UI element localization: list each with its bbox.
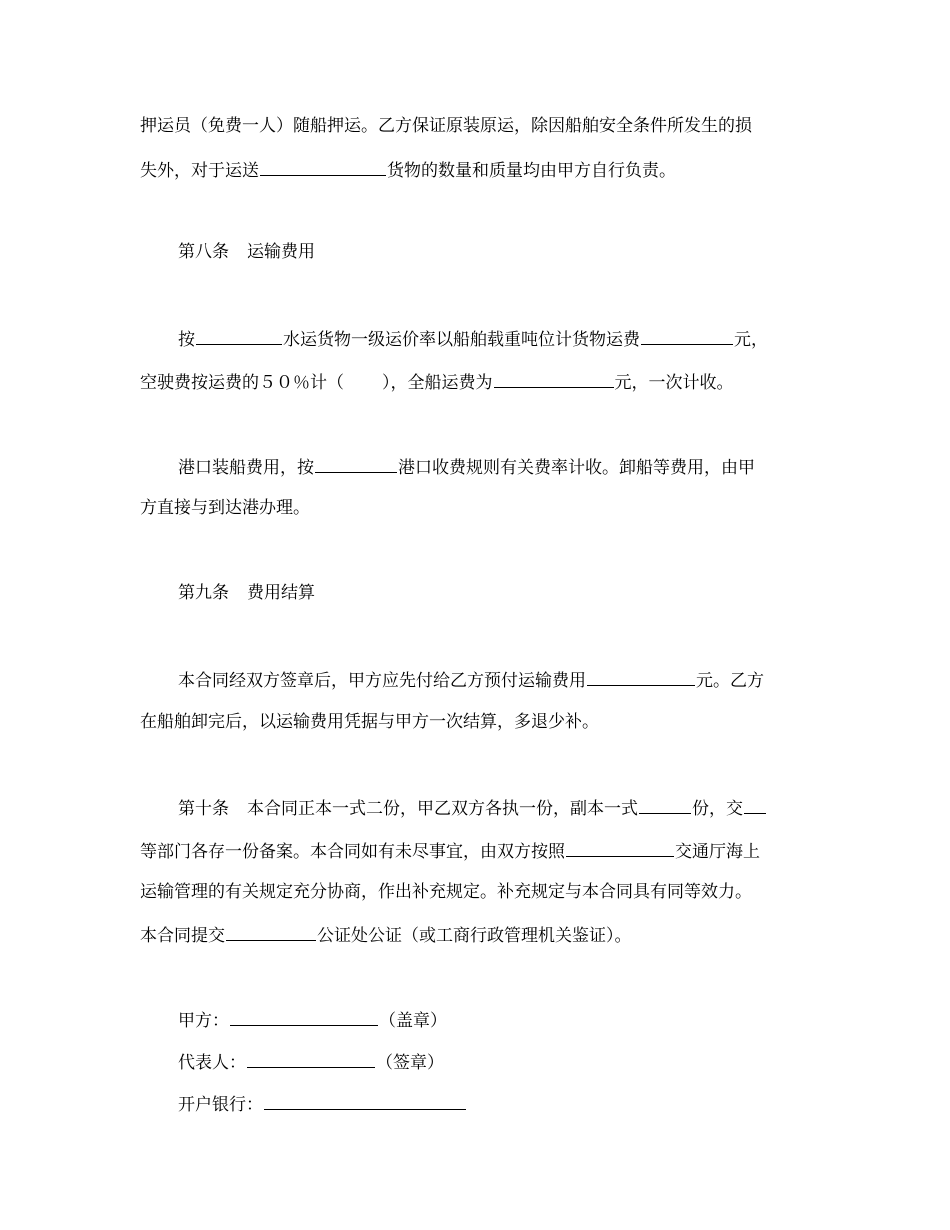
article-8-heading: [178, 241, 315, 263]
seal-note: （盖章）: [379, 1011, 447, 1031]
text: 本合同正本一式二份，甲乙双方各执一份，副本一式: [247, 799, 638, 819]
article-number: 第九条: [178, 583, 229, 603]
paragraph-escort-line-2: [140, 158, 676, 182]
port-rule-blank[interactable]: [315, 455, 397, 473]
paragraph-port-line-1: [178, 455, 755, 479]
party-a-blank[interactable]: [230, 1008, 378, 1026]
bank-blank[interactable]: [264, 1092, 466, 1110]
representative-label: 代表人：: [178, 1053, 246, 1073]
prepayment-blank[interactable]: [587, 668, 695, 686]
text: 元。乙方: [696, 671, 764, 691]
article-title: 费用结算: [247, 583, 315, 603]
text: 在船舶卸完后，以运输费用凭据与甲方一次结算，多退少补。: [140, 712, 599, 732]
text: 失外，对于运送: [140, 161, 259, 181]
department-blank[interactable]: [744, 796, 766, 814]
text: 公证处公证（或工商行政管理机关鉴证）。: [317, 926, 632, 946]
text: 运输管理的有关规定充分协商，作出补充规定。补充规定与本合同具有同等效力。: [140, 882, 752, 902]
representative-blank[interactable]: [247, 1050, 375, 1068]
paragraph-freight-line-1: [178, 327, 768, 351]
representative-signature-line: [178, 1050, 444, 1074]
article-title: 运输费用: [247, 242, 315, 262]
party-a-label: 甲方：: [178, 1011, 229, 1031]
party-a-signature-line: [178, 1008, 447, 1032]
paragraph-freight-line-2: [140, 370, 734, 394]
text: 港口收费规则有关费率计收。卸船等费用，由甲: [398, 458, 755, 478]
signature-note: （签章）: [376, 1053, 444, 1073]
text: 按: [178, 330, 195, 350]
article-10-line-2: [140, 839, 760, 863]
text: 方直接与到达港办理。: [140, 498, 310, 518]
paragraph-settlement-line-2: [140, 711, 599, 733]
article-number: 第十条: [178, 799, 229, 819]
article-10-line-4: [140, 923, 632, 947]
freight-amount-blank[interactable]: [641, 327, 733, 345]
rate-source-blank[interactable]: [196, 327, 282, 345]
article-number: 第八条: [178, 242, 229, 262]
bank-line: [178, 1092, 467, 1116]
paragraph-port-line-2: [140, 497, 310, 519]
total-freight-blank[interactable]: [494, 370, 614, 388]
text: 份，交: [692, 799, 743, 819]
province-blank[interactable]: [566, 839, 674, 857]
text: 交通厅海上: [675, 842, 760, 862]
cargo-name-blank[interactable]: [260, 158, 386, 176]
text: 港口装船费用，按: [178, 458, 314, 478]
text: 水运货物一级运价率以船舶载重吨位计货物运费: [283, 330, 640, 350]
paragraph-escort-line-1: [140, 115, 752, 137]
copies-blank[interactable]: [639, 796, 691, 814]
text: 元，: [734, 330, 768, 350]
article-10-line-3: [140, 881, 752, 903]
text: 押运员（免费一人）随船押运。乙方保证原装原运，除因船舶安全条件所发生的损: [140, 116, 752, 136]
text: 货物的数量和质量均由甲方自行负责。: [387, 161, 676, 181]
text: 等部门各存一份备案。本合同如有未尽事宜，由双方按照: [140, 842, 565, 862]
paragraph-settlement-line-1: [178, 668, 764, 692]
text: 本合同经双方签章后，甲方应先付给乙方预付运输费用: [178, 671, 586, 691]
article-10-line-1: [178, 796, 767, 820]
text: 元，一次计收。: [614, 373, 734, 393]
notary-blank[interactable]: [226, 923, 316, 941]
text: 空驶费按运费的５０％计（: [140, 373, 344, 393]
bank-label: 开户银行：: [178, 1095, 263, 1115]
text: ），全船运费为: [382, 373, 493, 393]
text: 本合同提交: [140, 926, 225, 946]
article-9-heading: [178, 582, 315, 604]
